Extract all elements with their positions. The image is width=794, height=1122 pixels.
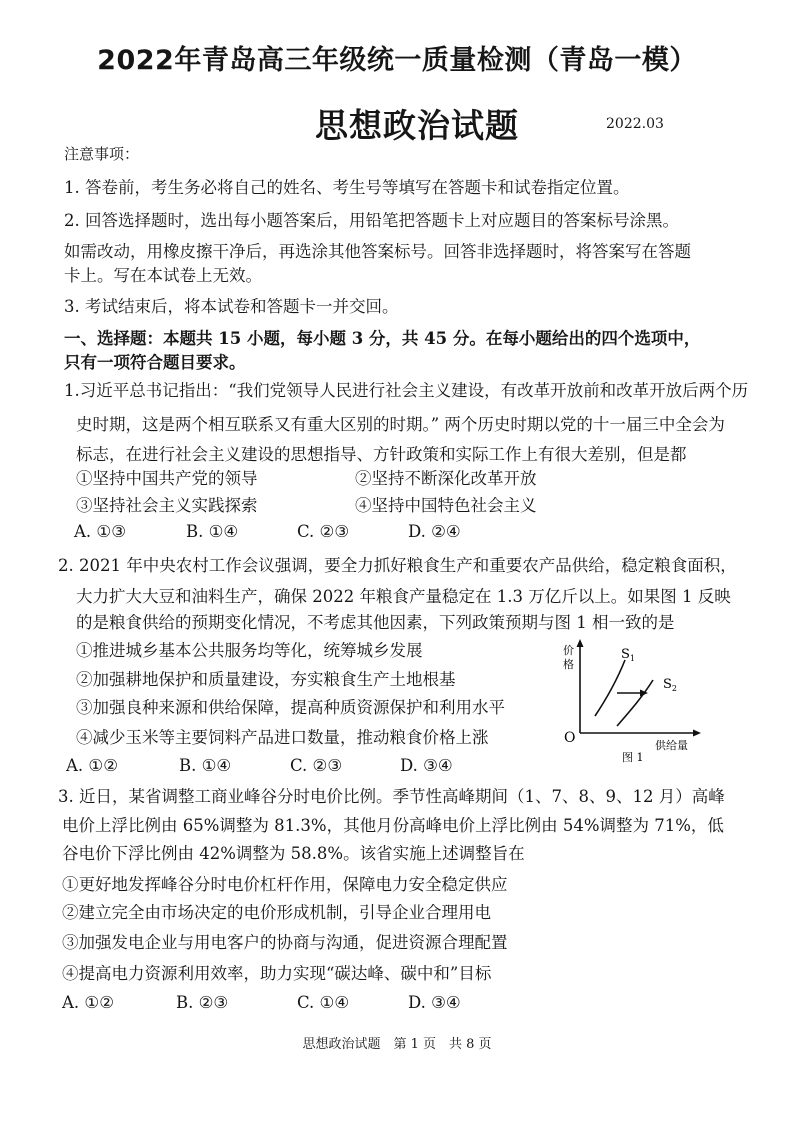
x-axis-label: 供给量 [655, 739, 688, 752]
q2-option-a: A. ①② [66, 756, 118, 775]
section-heading-line-1: 一、选择题：本题共 15 小题，每小题 3 分，共 45 分。在每小题给出的四个选项中， [64, 329, 701, 348]
q3-option-b: B. ②③ [176, 993, 229, 1012]
q2-statement-1: ①推进城乡基本公共服务均等化，统筹城乡发展 [76, 641, 423, 660]
section-heading-line-2: 只有一项符合题目要求。 [64, 353, 246, 372]
notes-heading: 注意事项： [64, 145, 140, 163]
subject-title: 思想政治试题 [315, 106, 519, 145]
origin-label: O [564, 730, 576, 746]
q3-statement-2: ②建立完全由市场决定的电价形成机制，引导企业合理用电 [62, 903, 491, 922]
q2-stem-line-2: 大力扩大大豆和油料生产，确保 2022 年粮食产量稳定在 1.3 万亿斤以上。如果图 1 反映 [76, 587, 731, 606]
q1-stem-line-1: 1.习近平总书记指出：“我们党领导人民进行社会主义建设，有改革开放前和改革开放后两个历 [64, 381, 749, 400]
curve-s2-label: $S_2$ [663, 677, 677, 693]
q1-option-a: A. ①③ [74, 522, 126, 541]
q2-stem-line-1: 2. 2021 年中央农村工作会议强调，要全力抓好粮食生产和重要农产品供给，稳定粮食面积， [58, 556, 737, 575]
x-axis-arrow-icon [693, 730, 701, 737]
q3-statement-3: ③加强发电企业与用电客户的协商与沟通，促进资源合理配置 [62, 933, 508, 952]
q2-option-c: C. ②③ [290, 756, 343, 775]
y-axis-label-char-1: 价 [563, 644, 574, 657]
supply-curve-s2 [617, 680, 653, 726]
q2-statement-3: ③加强良种来源和供给保障，提高种质资源保护和利用水平 [76, 698, 505, 717]
page-footer: 思想政治试题 第 1 页 共 8 页 [302, 1037, 492, 1052]
q1-stem-line-3: 标志，在进行社会主义建设的思想指导、方针政策和实际工作上有很大差别，但是都 [76, 445, 687, 464]
q3-stem-line-1: 3. 近日，某省调整工商业峰谷分时电价比例。季节性高峰期间（1、7、8、9、12 月）高峰 [58, 787, 725, 806]
exam-header-title: 2022年青岛高三年级统一质量检测（青岛一模） [97, 45, 697, 76]
q3-option-c: C. ①④ [297, 993, 350, 1012]
figure-1-supply-curve [555, 638, 705, 768]
q3-statement-1: ①更好地发挥峰谷分时电价杠杆作用，保障电力安全稳定供应 [62, 875, 508, 894]
q2-statement-4: ④减少玉米等主要饲料产品进口数量，推动粮食价格上涨 [76, 728, 489, 747]
q1-option-b: B. ①④ [186, 522, 239, 541]
q3-option-a: A. ①② [62, 993, 114, 1012]
q1-statement-4: ④坚持中国特色社会主义 [355, 496, 537, 515]
note-item-3: 3. 考试结束后，将本试卷和答题卡一并交回。 [64, 297, 399, 316]
q2-stem-line-3: 的是粮食供给的预期变化情况，不考虑其他因素，下列政策预期与图 1 相一致的是 [76, 613, 675, 632]
q1-option-d: D. ②④ [408, 522, 461, 541]
y-axis-arrow-icon [577, 639, 584, 647]
q3-statement-4: ④提高电力资源利用效率，助力实现“碳达峰、碳中和”目标 [62, 964, 492, 983]
q1-option-c: C. ②③ [297, 522, 350, 541]
figure-caption: 图 1 [622, 751, 644, 764]
q2-statement-2: ②加强耕地保护和质量建设，夯实粮食生产土地根基 [76, 670, 456, 689]
q2-option-b: B. ①④ [179, 756, 232, 775]
note-item-2-end: 卡上。写在本试卷上无效。 [64, 266, 262, 285]
note-item-2: 2. 回答选择题时，选出每小题答案后，用铅笔把答题卡上对应题目的答案标号涂黑。 [64, 211, 679, 230]
q2-option-d: D. ③④ [400, 756, 453, 775]
q1-statement-1: ①坚持中国共产党的领导 [76, 469, 258, 488]
curve-s1-label: $S_1$ [621, 647, 635, 663]
q3-option-d: D. ③④ [408, 993, 461, 1012]
q1-statement-3: ③坚持社会主义实践探索 [76, 496, 258, 515]
note-item-2-continued: 如需改动，用橡皮擦干净后，再选涂其他答案标号。回答非选择题时，将答案写在答题 [64, 242, 691, 261]
q3-stem-line-3: 谷电价下浮比例由 42%调整为 58.8%。该省实施上述调整旨在 [62, 844, 525, 863]
y-axis-label-char-2: 格 [563, 658, 574, 671]
exam-date: 2022.03 [606, 116, 664, 132]
q1-statement-2: ②坚持不断深化改革开放 [355, 469, 537, 488]
q1-stem-line-2: 史时期，这是两个相互联系又有重大区别的时期。” 两个历史时期以党的十一届三中全会为 [76, 415, 725, 434]
q3-stem-line-2: 电价上浮比例由 65%调整为 81.3%，其他月份高峰电价上浮比例由 54%调整为 71%，低 [62, 816, 724, 835]
note-item-1: 1. 答卷前，考生务必将自己的姓名、考生号等填写在答题卡和试卷指定位置。 [64, 178, 630, 197]
supply-curve-s1 [595, 660, 625, 716]
